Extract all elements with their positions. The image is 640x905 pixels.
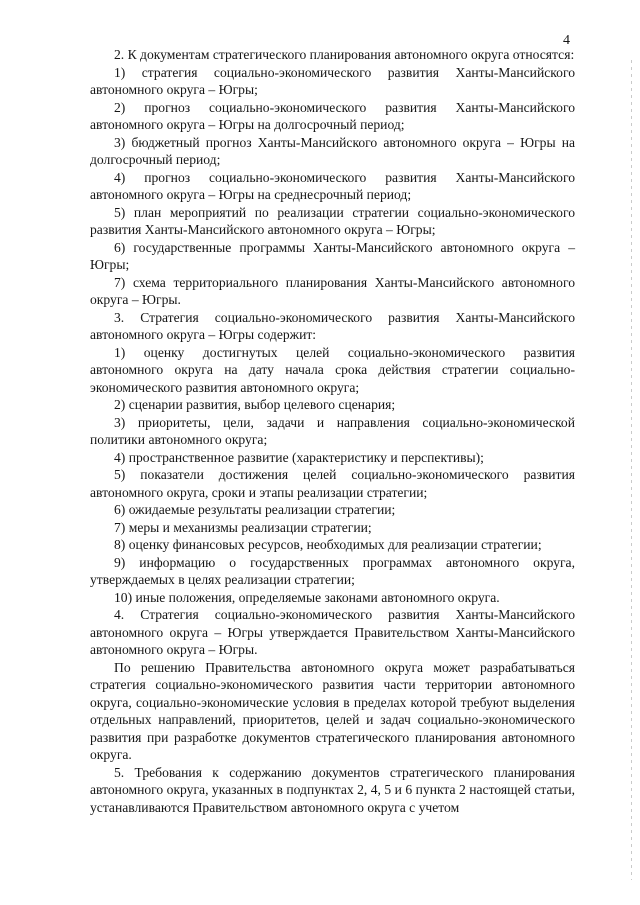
document-body [90,46,575,816]
paragraph: 5) план мероприятий по реализации стратегии социально-экономического развития Ханты-Мансийского автономного округа – Югры; [90,204,575,237]
paragraph: 2) прогноз социально-экономического развития Ханты-Мансийского автономного округа – Югры на долгосрочный период; [90,99,575,132]
paragraph: 4) пространственное развитие (характеристику и перспективы); [114,449,484,465]
paragraph: 4. Стратегия социально-экономического развития Ханты-Мансийского автономного округа – Югры утверждается Правительством Ханты-Мансийского автономного округа – Югры. [90,607,575,657]
paragraph: 5) показатели достижения целей социально-экономического развития автономного округа, сроки и этапы реализации стратегии; [90,467,575,500]
paragraph: 1) стратегия социально-экономического развития Ханты-Мансийского автономного округа – Югры; [90,64,575,97]
paragraph: 1) оценку достигнутых целей социально-экономического развития автономного округа на дату начала срока действия стратегии социально-экономического развития автономного округа; [90,344,575,395]
paragraph: 4) прогноз социально-экономического развития Ханты-Мансийского автономного округа – Югры на среднесрочный период; [90,169,575,202]
paragraph: 3) бюджетный прогноз Ханты-Мансийского автономного округа – Югры на долгосрочный период; [90,134,575,167]
paragraph: 3) приоритеты, цели, задачи и направления социально-экономической политики автономного округа; [90,414,575,447]
paragraph: 7) схема территориального планирования Ханты-Мансийского автономного округа – Югры. [90,274,575,307]
scan-edge-line [631,60,632,880]
paragraph: 9) информацию о государственных программах автономного округа, утверждаемых в целях реализации стратегии; [90,554,575,587]
paragraph: 7) меры и механизмы реализации стратегии; [114,519,372,535]
paragraph: 8) оценку финансовых ресурсов, необходимых для реализации стратегии; [114,537,542,552]
paragraph: 6) государственные программы Ханты-Мансийского автономного округа – Югры; [90,239,575,272]
paragraph: 3. Стратегия социально-экономического развития Ханты-Мансийского автономного округа – Югры содержит: [90,309,575,342]
page-number: 4 [563,33,570,48]
paragraph: 2. К документам стратегического планирования автономного округа относятся: [114,47,575,62]
paragraph: 10) иные положения, определяемые законами автономного округа. [114,589,500,605]
paragraph: 5. Требования к содержанию документов стратегического планирования автономного округа, указанных в подпунктах 2, 4, 5 и 6 пункта 2 настоящей статьи, устанавливаются Правительством автономного округа с учетом [90,764,575,815]
paragraph: 2) сценарии развития, выбор целевого сценария; [114,397,396,412]
paragraph: 6) ожидаемые результаты реализации стратегии; [114,502,396,517]
paragraph: По решению Правительства автономного округа может разрабатываться стратегия социально-экономического развития части территории автономного округа, социально-экономические условия в пределах которой требуют выделения отдельных направлений, приоритетов, целей и задач социально-экономического развития при разработке документов стратегического планирования автономного округа. [90,659,575,762]
